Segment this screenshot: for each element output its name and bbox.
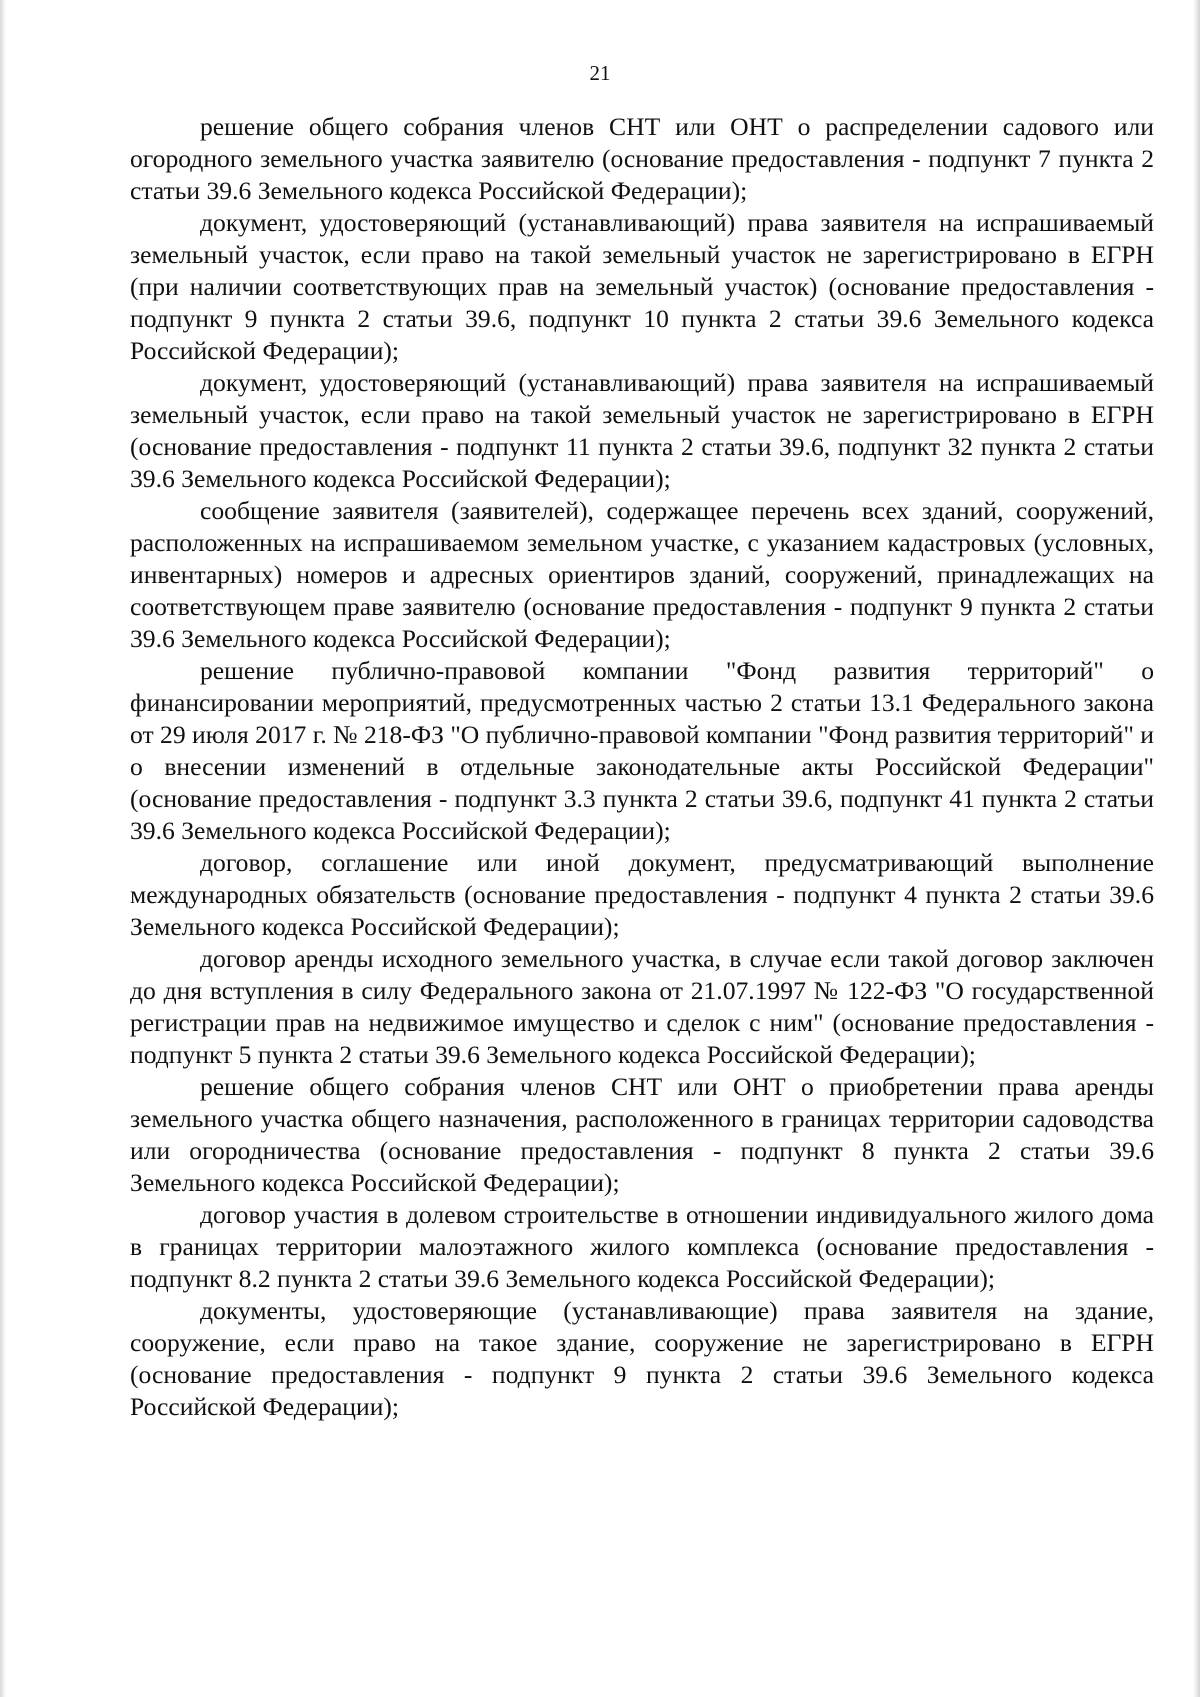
scan-edge-right [1193,0,1200,1697]
list-item: документ, удостоверяющий (устанавливающий) права заявителя на испрашиваемый земельный участок, если право на такой земельный участок не зарегистрировано в ЕГРН (при наличии соответствующих прав на земельный участок) (основание предоставления - подпункт 9 пункта 2 статьи 39.6, подпункт 10 пункта 2 статьи 39.6 Земельного кодекса Российской Федерации); [130,208,1154,365]
scan-edge-left [0,0,6,1697]
list-item: договор участия в долевом строительстве в отношении индивидуального жилого дома в границах территории малоэтажного жилого комплекса (основание предоставления - подпункт 8.2 пункта 2 статьи 39.6 Земельного кодекса Российской Федерации); [130,1200,1154,1293]
list-item: решение общего собрания членов СНТ или ОНТ о приобретении права аренды земельного участка общего назначения, расположенного в границах территории садоводства или огородничества (основание предоставления - подпункт 8 пункта 2 статьи 39.6 Земельного кодекса Российской Федерации); [130,1072,1154,1197]
list-item: договор аренды исходного земельного участка, в случае если такой договор заключен до дня вступления в силу Федерального закона от 21.07.1997 № 122-ФЗ "О государственной регистрации прав на недвижимое имущество и сделок с ним" (основание предоставления - подпункт 5 пункта 2 статьи 39.6 Земельного кодекса Российской Федерации); [130,944,1154,1069]
list-item: сообщение заявителя (заявителей), содержащее перечень всех зданий, сооружений, расположенных на испрашиваемом земельном участке, с указанием кадастровых (условных, инвентарных) номеров и адресных ориентиров зданий, сооружений, принадлежащих на соответствующем праве заявителю (основание предоставления - подпункт 9 пункта 2 статьи 39.6 Земельного кодекса Российской Федерации); [130,496,1154,653]
list-item: договор, соглашение или иной документ, предусматривающий выполнение международных обязательств (основание предоставления - подпункт 4 пункта 2 статьи 39.6 Земельного кодекса Российской Федерации); [130,848,1154,941]
page-number: 21 [589,61,611,85]
document-body [130,111,1154,1423]
list-item: решение общего собрания членов СНТ или ОНТ о распределении садового или огородного земельного участка заявителю (основание предоставления - подпункт 7 пункта 2 статьи 39.6 Земельного кодекса Российской Федерации); [130,112,1154,205]
list-item: решение публично-правовой компании "Фонд развития территорий" о финансировании мероприятий, предусмотренных частью 2 статьи 13.1 Федерального закона от 29 июля 2017 г. № 218-ФЗ "О публично-правовой компании "Фонд развития территорий" и о внесении изменений в отдельные законодательные акты Российской Федерации" (основание предоставления - подпункт 3.3 пункта 2 статьи 39.6, подпункт 41 пункта 2 статьи 39.6 Земельного кодекса Российской Федерации); [130,656,1154,845]
list-item: документ, удостоверяющий (устанавливающий) права заявителя на испрашиваемый земельный участок, если право на такой земельный участок не зарегистрировано в ЕГРН (основание предоставления - подпункт 11 пункта 2 статьи 39.6, подпункт 32 пункта 2 статьи 39.6 Земельного кодекса Российской Федерации); [130,368,1154,493]
list-item: документы, удостоверяющие (устанавливающие) права заявителя на здание, сооружение, если право на такое здание, сооружение не зарегистрировано в ЕГРН (основание предоставления - подпункт 9 пункта 2 статьи 39.6 Земельного кодекса Российской Федерации); [130,1296,1154,1421]
